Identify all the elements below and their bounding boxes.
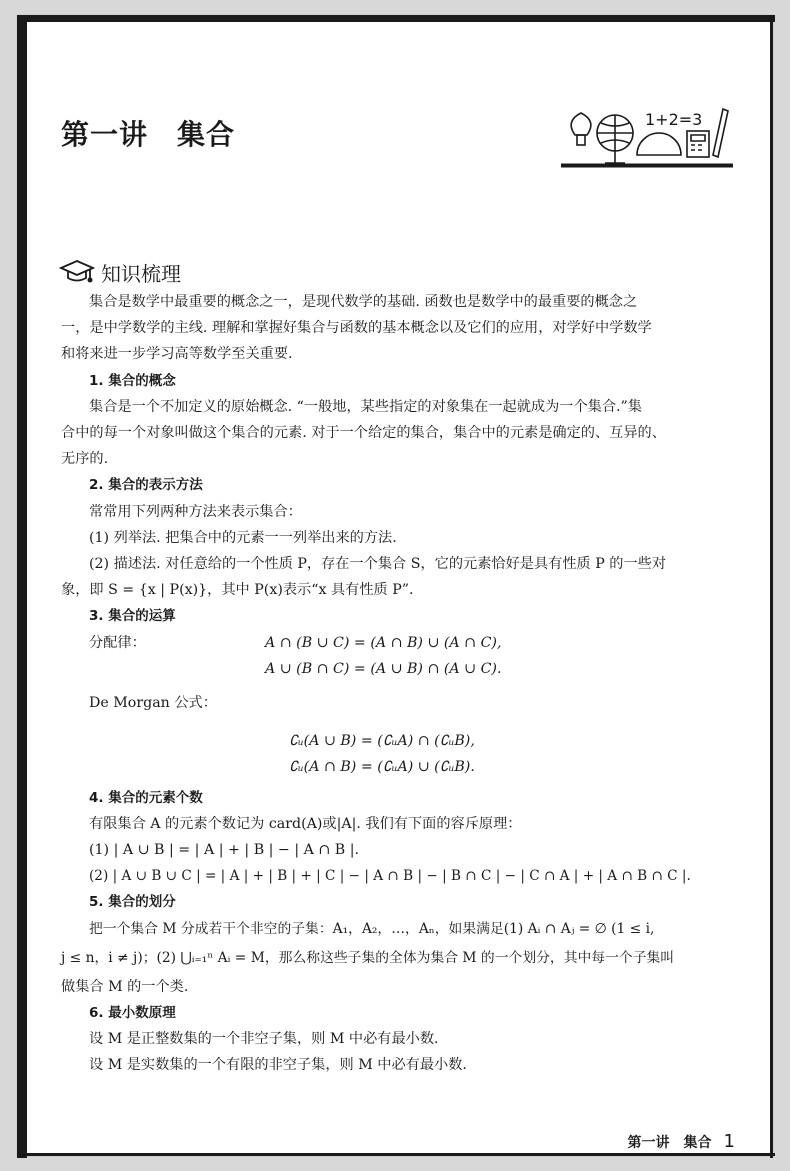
intro-line: 和将来进一步学习高等数学至关重要. [61, 346, 293, 363]
lightbulb-icon [571, 113, 591, 135]
page-number: 1 [723, 1131, 735, 1152]
partition-line: 做集合 M 的一个类. [61, 978, 189, 995]
distributive-row-1 [61, 630, 741, 656]
distributive-row-2 [61, 656, 741, 682]
distributive-formula: A ∪ (B ∩ C) = (A ∪ B) ∩ (A ∪ C). [265, 660, 502, 677]
partition-line: 把一个集合 M 分成若干个非空的子集：A₁，A₂，…，Aₙ，如果满足(1) Aᵢ ∩ Aⱼ = ∅ (1 ≤ i, [89, 920, 655, 937]
demorgan-formula: ∁ᵤ(A ∩ B) = (∁ᵤA) ∪ (∁ᵤB). [289, 759, 475, 776]
section-header [59, 257, 181, 287]
chapter-title: 第一讲 集合 [61, 118, 236, 151]
page-frame-right [770, 15, 773, 1158]
document-page [16, 14, 774, 1157]
cardinality-line: (2) | A ∪ B ∪ C | = | A | + | B | + | C | − | A ∩ B | − | B ∩ C | − | C ∩ A | + | A ∩ B ∩ C |. [89, 868, 691, 885]
representation-line: (1) 列举法. 把集合中的元素一一列举出来的方法. [89, 529, 397, 546]
heading-operations: 3. 集合的运算 [89, 608, 176, 625]
heading-concept: 1. 集合的概念 [89, 372, 176, 389]
graduation-cap-icon [59, 257, 95, 287]
page-frame-top [17, 15, 775, 22]
representation-line: 常常用下列两种方法来表示集合： [89, 503, 302, 520]
cardinality-line: (1) | A ∪ B | = | A | + | B | − | A ∩ B |. [89, 842, 359, 859]
representation-line: 象，即 S = {x | P(x)}，其中 P(x)表示“x 具有性质 P”. [61, 582, 414, 599]
intro-line: 集合是数学中最重要的概念之一，是现代数学的基础. 函数也是数学中的最重要的概念之 [89, 294, 638, 310]
page-frame-bottom [17, 1153, 775, 1156]
heading-min-principle: 6. 最小数原理 [89, 1005, 176, 1022]
heading-representation: 2. 集合的表示方法 [89, 477, 203, 494]
min-principle-line: 设 M 是正整数集的一个非空子集，则 M 中必有最小数. [89, 1031, 439, 1048]
protractor-icon [637, 133, 681, 155]
distributive-label: 分配律： [89, 634, 146, 651]
concept-line: 集合是一个不加定义的原始概念. “一般地，某些指定的对象集在一起就成为一个集合.”集 [89, 398, 642, 415]
footer-title: 第一讲 集合 [627, 1135, 712, 1151]
concept-line: 无序的. [61, 451, 109, 468]
section-title: 知识梳理 [101, 261, 181, 286]
heading-partition: 5. 集合的划分 [89, 894, 176, 911]
demorgan-formula: ∁ᵤ(A ∪ B) = (∁ᵤA) ∩ (∁ᵤB), [289, 733, 475, 750]
page-frame-left [17, 15, 27, 1158]
content-body [61, 289, 741, 1079]
min-principle-line: 设 M 是实数集的一个有限的非空子集，则 M 中必有最小数. [89, 1057, 467, 1074]
cardinality-line: 有限集合 A 的元素个数记为 card(A)或|A|. 我们有下面的容斥原理： [89, 815, 522, 832]
equation-text: 1+2=3 [645, 110, 703, 129]
distributive-formula: A ∩ (B ∪ C) = (A ∩ B) ∪ (A ∩ C), [265, 634, 502, 651]
intro-line: 一，是中学数学的主线. 理解和掌握好集合与函数的基本概念以及它们的应用，对学好中学数学 [61, 320, 652, 337]
representation-line: (2) 描述法. 对任意给的一个性质 P，存在一个集合 S，它的元素恰好是具有性质 P 的一些对 [89, 556, 667, 573]
math-tools-illustration [557, 95, 737, 177]
page-footer [628, 1131, 735, 1152]
concept-line: 合中的每一个对象叫做这个集合的元素. 对于一个给定的集合，集合中的元素是确定的、互异的、 [61, 425, 666, 442]
pencil-icon [713, 109, 728, 157]
demorgan-label: De Morgan 公式： [89, 695, 217, 712]
partition-line: j ≤ n，i ≠ j)；(2) ⋃ᵢ₌₁ⁿ Aᵢ = M，那么称这些子集的全体为集合 M 的一个划分，其中每一个子集叫 [61, 949, 675, 966]
heading-cardinality: 4. 集合的元素个数 [89, 789, 203, 806]
